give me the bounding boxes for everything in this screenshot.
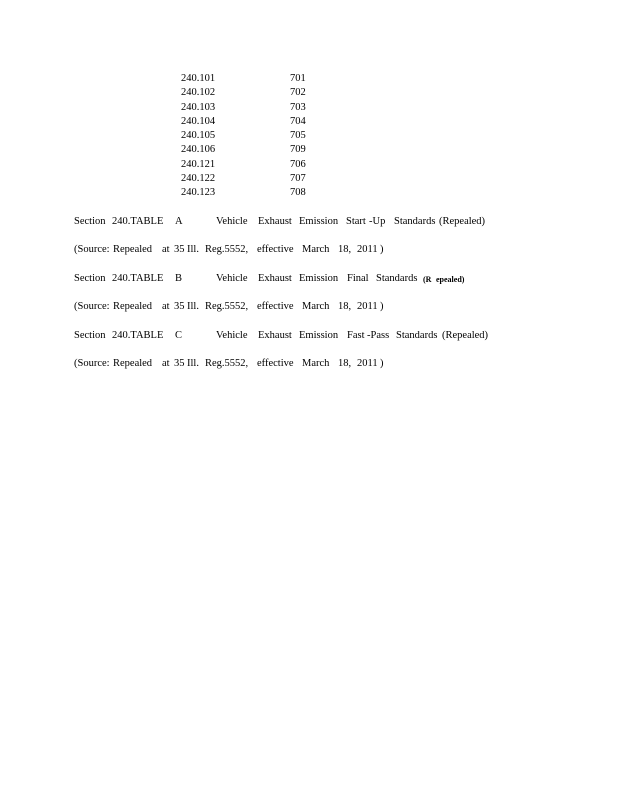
source-word: effective: [257, 358, 294, 369]
source-word: Reg.5552,: [205, 301, 249, 312]
new-section-number: 706: [290, 158, 306, 170]
source-word: 18,: [338, 301, 352, 312]
section-word: Section: [74, 216, 106, 227]
source-word: March: [302, 244, 330, 255]
title-word: -Pass: [367, 330, 390, 341]
table-row: [181, 115, 306, 129]
table-row: [181, 172, 306, 186]
status-text-fragment: (R: [423, 275, 432, 284]
section-word: Section: [74, 273, 106, 284]
table-letter: C: [175, 330, 183, 341]
title-word: Exhaust: [258, 273, 292, 284]
old-section-number: 240.123: [181, 187, 216, 199]
table-row: [181, 129, 306, 143]
new-section-number: 702: [290, 87, 306, 99]
source-word: (Source:: [74, 301, 110, 312]
source-word: ): [380, 301, 384, 312]
source-word: Reg.5552,: [205, 358, 249, 369]
title-word: Standards: [396, 330, 438, 341]
old-section-number: 240.104: [181, 115, 216, 127]
title-word: Start: [346, 216, 366, 227]
source-word: ): [380, 358, 384, 369]
source-word: effective: [257, 244, 294, 255]
source-word: Reg.5552,: [205, 244, 249, 255]
table-id: 240.TABLE: [112, 216, 164, 227]
status-text-fragment: epealed): [436, 275, 465, 284]
title-word: Emission: [299, 273, 339, 284]
new-section-number: 709: [290, 144, 306, 156]
source-word: 18,: [338, 244, 352, 255]
new-section-number: 701: [290, 73, 306, 84]
table-row: [181, 86, 306, 100]
source-word: Repealed: [113, 301, 153, 312]
source-word: 2011: [357, 244, 378, 255]
title-word: Final: [347, 273, 369, 284]
source-word: 18,: [338, 358, 352, 369]
source-word: Ill.: [187, 301, 199, 312]
source-word: ): [380, 244, 384, 255]
title-word: Standards: [376, 273, 418, 284]
new-section-number: 705: [290, 130, 306, 142]
old-section-number: 240.103: [181, 101, 216, 113]
old-section-number: 240.102: [181, 87, 216, 99]
source-word: at: [162, 244, 170, 255]
title-word: Emission: [299, 216, 339, 227]
source-word: 35: [174, 358, 185, 369]
old-section-number: 240.121: [181, 158, 216, 170]
source-word: Repealed: [113, 358, 153, 369]
source-word: 2011: [357, 358, 378, 369]
title-word: Fast: [347, 330, 365, 341]
title-word: Exhaust: [258, 330, 292, 341]
status-text: (Repealed): [442, 330, 489, 341]
title-word: Vehicle: [216, 273, 248, 284]
title-word: -Up: [369, 216, 386, 227]
old-section-number: 240.106: [181, 144, 216, 156]
table-row: [181, 158, 306, 172]
new-section-number: 703: [290, 101, 306, 113]
title-word: Vehicle: [216, 216, 248, 227]
source-word: (Source:: [74, 358, 110, 369]
source-word: at: [162, 301, 170, 312]
table-letter: A: [175, 216, 183, 227]
new-section-number: 707: [290, 173, 306, 185]
source-word: March: [302, 301, 330, 312]
title-word: Emission: [299, 330, 339, 341]
table-row: [181, 143, 306, 157]
old-section-number: 240.105: [181, 130, 216, 142]
source-word: at: [162, 358, 170, 369]
source-word: (Source:: [74, 244, 110, 255]
table-id: 240.TABLE: [112, 330, 164, 341]
table-letter: B: [175, 273, 183, 284]
old-section-number: 240.122: [181, 173, 216, 185]
source-word: 35: [174, 301, 185, 312]
table-row: [181, 186, 306, 200]
table-row: [181, 72, 306, 86]
title-word: Standards: [394, 216, 436, 227]
source-word: March: [302, 358, 330, 369]
source-word: effective: [257, 301, 294, 312]
title-word: Vehicle: [216, 330, 248, 341]
old-section-number: 240.101: [181, 73, 216, 84]
title-word: Exhaust: [258, 216, 292, 227]
status-text: (Repealed): [439, 216, 486, 227]
source-word: Repealed: [113, 244, 153, 255]
section-word: Section: [74, 330, 106, 341]
source-word: Ill.: [187, 358, 199, 369]
source-word: Ill.: [187, 244, 199, 255]
source-word: 2011: [357, 301, 378, 312]
source-word: 35: [174, 244, 185, 255]
table-row: [181, 101, 306, 115]
new-section-number: 708: [290, 187, 306, 199]
section-renumbering-table: [181, 72, 306, 201]
table-id: 240.TABLE: [112, 273, 164, 284]
new-section-number: 704: [290, 115, 306, 127]
